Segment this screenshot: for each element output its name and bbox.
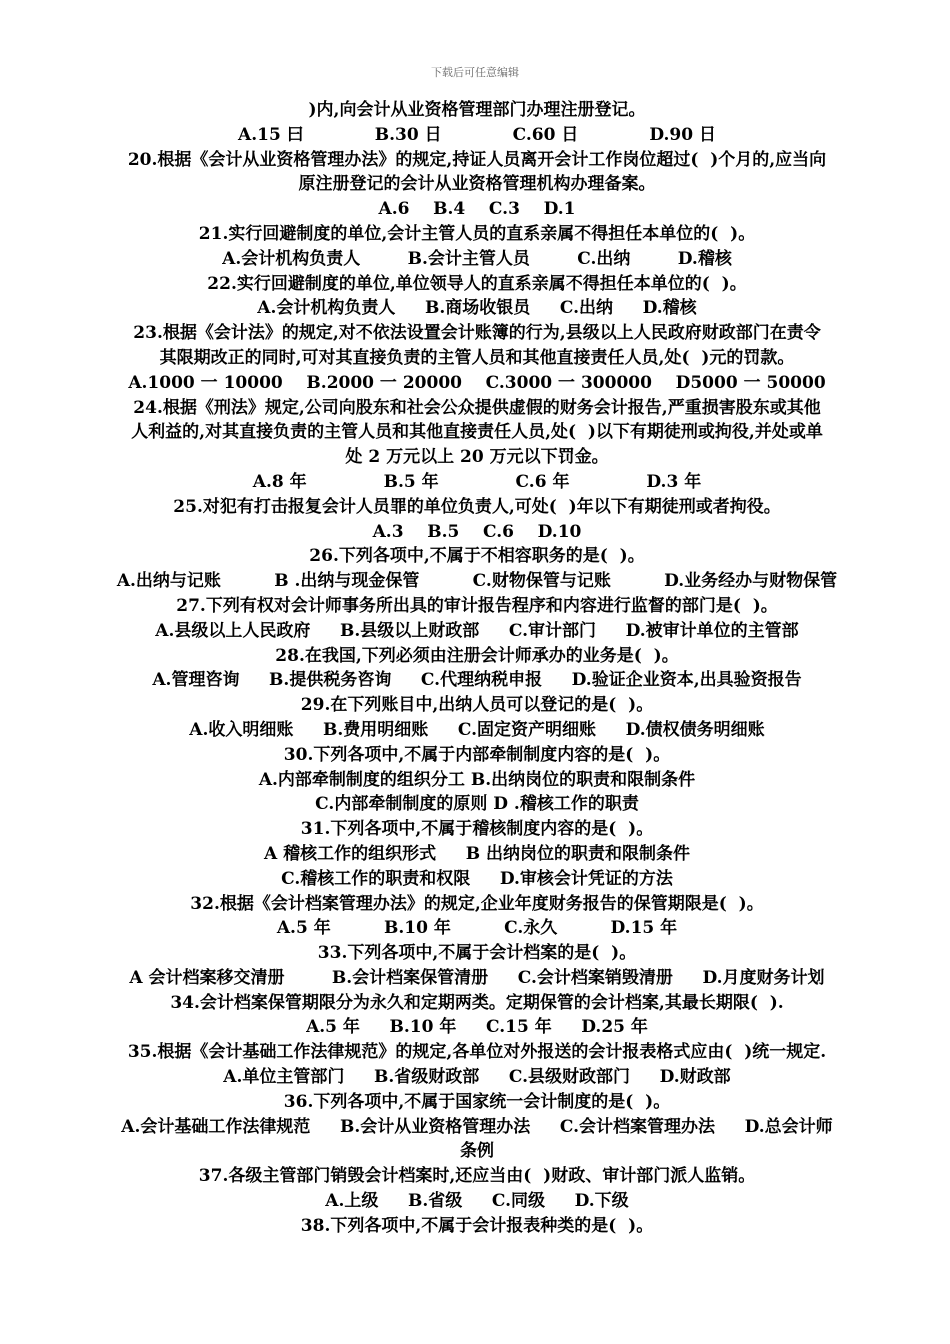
text-line: 25.对犯有打击报复会计人员罪的单位负责人,可处( )年以下有期徒刑或者拘役。: [173, 496, 781, 517]
text-line: A.单位主管部门 B.省级财政部 C.县级财政部门 D.财政部: [223, 1067, 731, 1088]
text-line: 34.会计档案保管期限分为永久和定期两类。定期保管的会计档案,其最长期限( ).: [170, 992, 784, 1013]
text-line: C.稽核工作的职责和权限 D.审核会计凭证的方法: [281, 868, 673, 889]
text-line: 38.下列各项中,不属于会计报表种类的是( )。: [300, 1215, 654, 1236]
header-note: 下载后可任意编辑: [431, 66, 519, 79]
text-line: 23.根据《会计法》的规定,对不依法设置会计账簿的行为,县级以上人民政府财政部门在责令: [133, 323, 821, 344]
text-line: )内,向会计从业资格管理部门办理注册登记。: [308, 100, 646, 120]
text-line: 原注册登记的会计从业资格管理机构办理备案。: [298, 174, 656, 195]
text-line: A.县级以上人民政府 B.县级以上财政部 C.审计部门 D.被审计单位的主管部: [155, 620, 799, 641]
text-line: 其限期改正的同时,可对其直接负责的主管人员和其他直接责任人员,处( )元的罚款。: [159, 347, 795, 368]
text-line: A.5 年 B.10 年 C.15 年 D.25 年: [306, 1017, 648, 1038]
text-line: 22.实行回避制度的单位,单位领导人的直系亲属不得担任本单位的( )。: [207, 273, 747, 294]
question-list: [92, 98, 862, 1239]
text-line: A.会计机构负责人 B.会计主管人员 C.出纳 D.稽核: [222, 248, 732, 269]
text-line: A.8 年 B.5 年 C.6 年 D.3 年: [252, 471, 702, 492]
text-line: 24.根据《刑法》规定,公司向股东和社会公众提供虚假的财务会计报告,严重损害股东或其他: [133, 397, 821, 418]
text-line: 29.在下列账目中,出纳人员可以登记的是( )。: [300, 695, 654, 716]
text-line: 条例: [460, 1141, 494, 1162]
text-line: 33.下列各项中,不属于会计档案的是( )。: [317, 943, 637, 964]
text-line: A.收入明细账 B.费用明细账 C.固定资产明细账 D.债权债务明细账: [189, 719, 765, 740]
text-line: 26.下列各项中,不属于不相容职务的是( )。: [309, 546, 645, 567]
text-line: 31.下列各项中,不属于稽核制度内容的是( )。: [300, 819, 654, 840]
text-line: 处 2 万元以上 20 万元以下罚金。: [345, 447, 609, 468]
text-line: A.1000 一 10000 B.2000 一 20000 C.3000 一 300000 D5000 一 50000: [128, 372, 826, 393]
text-line: A.3 B.5 C.6 D.10: [372, 521, 582, 542]
text-line: 27.下列有权对会计师事务所出具的审计报告程序和内容进行监督的部门是( )。: [176, 595, 778, 616]
text-line: A.管理咨询 B.提供税务咨询 C.代理纳税申报 D.验证企业资本,出具验资报告: [152, 670, 802, 691]
text-line: A.5 年 B.10 年 C.永久 D.15 年: [276, 918, 678, 939]
text-line: A.上级 B.省级 C.同级 D.下级: [325, 1191, 629, 1212]
text-line: A 会计档案移交清册 B.会计档案保管清册 C.会计档案销毁清册 D.月度财务计划: [129, 967, 825, 988]
text-line: A.内部牵制制度的组织分工 B.出纳岗位的职责和限制条件: [258, 769, 696, 790]
text-line: 37.各级主管部门销毁会计档案时,还应当由( )财政、审计部门派人监销。: [198, 1166, 756, 1187]
text-line: C.内部牵制制度的原则 D .稽核工作的职责: [315, 794, 639, 815]
text-line: A.会计机构负责人 B.商场收银员 C.出纳 D.稽核: [257, 298, 697, 319]
text-line: A.出纳与记账 B .出纳与现金保管 C.财物保管与记账 D.业务经办与财物保管: [116, 571, 838, 592]
text-line: 人利益的,对其直接负责的主管人员和其他直接责任人员,处( )以下有期徒刑或拘役,并处或单: [131, 422, 823, 443]
text-line: 35.根据《会计基础工作法律规范》的规定,各单位对外报送的会计报表格式应由( )统一规定.: [127, 1042, 827, 1063]
text-line: 28.在我国,下列必须由注册会计师承办的业务是( )。: [275, 645, 679, 666]
text-line: A 稽核工作的组织形式 B 出纳岗位的职责和限制条件: [264, 843, 690, 864]
text-line: A.15 曰 B.30 日 C.60 日 D.90 日: [238, 124, 716, 145]
text-line: A.会计基础工作法律规范 B.会计从业资格管理办法 C.会计档案管理办法 D.总会计师: [121, 1116, 833, 1137]
text-line: 30.下列各项中,不属于内部牵制制度内容的是( )。: [283, 744, 671, 765]
text-line: 32.根据《会计档案管理办法》的规定,企业年度财务报告的保管期限是( )。: [190, 893, 764, 914]
text-line: A.6 B.4 C.3 D.1: [378, 199, 576, 220]
text-line: 20.根据《会计从业资格管理办法》的规定,持证人员离开会计工作岗位超过( )个月的,应当向: [127, 149, 827, 170]
text-line: 21.实行回避制度的单位,会计主管人员的直系亲属不得担任本单位的( )。: [198, 223, 756, 244]
text-line: 36.下列各项中,不属于国家统一会计制度的是( )。: [283, 1091, 671, 1112]
